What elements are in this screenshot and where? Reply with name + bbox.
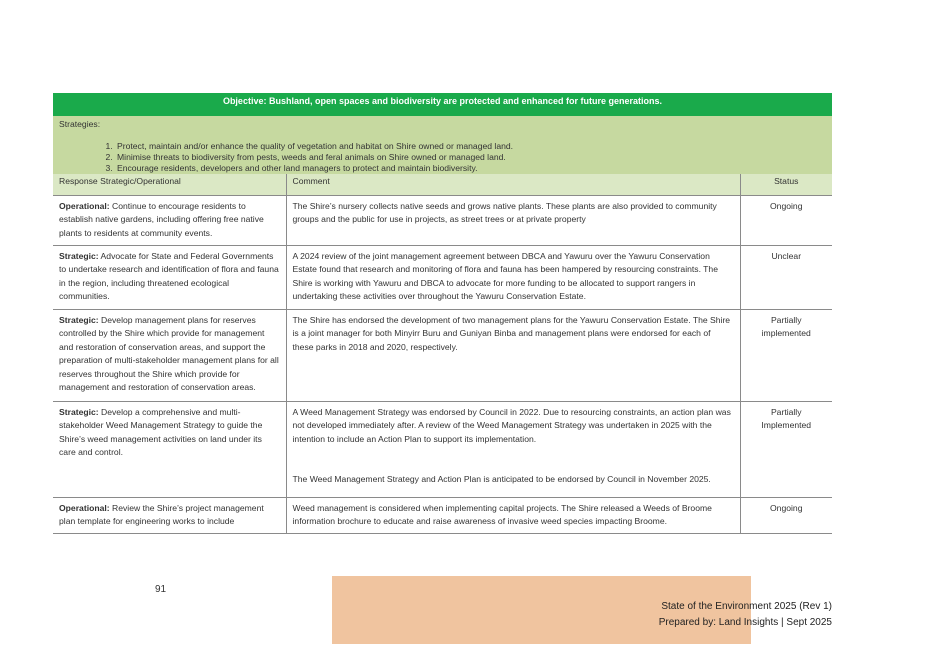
strategies-section xyxy=(53,116,832,174)
strategy-item: 2. Minimise threats to biodiversity from pests, weeds and feral animals on Shire owned or managed land. xyxy=(115,152,826,163)
objective-table xyxy=(53,93,832,534)
response-table xyxy=(53,174,832,534)
response-type: Strategic: xyxy=(59,406,99,417)
comment-text-followup: The Weed Management Strategy and Action Plan is anticipated to be endorsed by Council in November 2025. xyxy=(292,474,711,484)
response-text: Advocate for State and Federal Governments to undertake research and identification of flora and fauna in the region, including threatened ecological communities. xyxy=(59,250,279,301)
comment-text: A Weed Management Strategy was endorsed by Council in 2022. Due to resourcing constraints, an action plan was not developed immediately after. A review of the Weed Management Strategy was undertaken in 2025 with the intention to include an Action Plan to support its implementation. xyxy=(292,406,731,444)
objective-banner: Objective: Bushland, open spaces and biodiversity are protected and enhanced for future generations. xyxy=(53,93,832,116)
strategy-item: 3. Encourage residents, developers and other land managers to protect and maintain biodiversity. xyxy=(115,163,826,174)
response-text: Review the Shire’s project management plan template for engineering works to include xyxy=(59,502,264,526)
comment-text: Weed management is considered when implementing capital projects. The Shire released a Weeds of Broome information brochure to educate and raise awareness of invasive weed species impacting Broome. xyxy=(292,502,712,526)
response-type: Operational: xyxy=(59,502,110,513)
page-number: 91 xyxy=(155,584,167,595)
strategy-item: 1. Protect, maintain and/or enhance the quality of vegetation and habitat on Shire owned or managed land. xyxy=(115,141,826,152)
response-cell xyxy=(53,195,286,245)
header-status: Status xyxy=(740,174,832,195)
footer-report-title: State of the Environment 2025 (Rev 1) xyxy=(661,601,832,612)
table-header-row xyxy=(53,174,832,195)
strategies-heading: Strategies: xyxy=(59,119,101,129)
table-row xyxy=(53,309,832,401)
comment-text: The Shire has endorsed the development of two management plans for the Yawuru Conservation Estate. The Shire is a joint manager for both Minyirr Buru and Guniyan Binba and management plans were endorsed for each of these parks in 2018 and 2020, respectively. xyxy=(292,314,731,352)
comment-text: A 2024 review of the joint management agreement between DBCA and Yawuru over the Yawuru Conservation Estate found that research and monitoring of flora and fauna has been hampered by resourcing constraints. The Shire is working with Yawuru and DBCA to advocate for more funding to be allocated to support rangers in undertaking these activities over throughout the Yawuru Conservation Estate. xyxy=(292,250,718,301)
response-text: Develop management plans for reserves controlled by the Shire which provide for management and restoration of conservation areas, and support the preparation of multi-stakeholder management plans for all reserves throughout the Shire which provide for management and restoration of conservation areas. xyxy=(59,314,279,392)
status-cell: Ongoing xyxy=(740,497,832,533)
strategies-list xyxy=(59,141,826,174)
header-comment: Comment xyxy=(286,174,740,195)
status-cell: Partially implemented xyxy=(740,309,832,401)
response-cell xyxy=(53,497,286,533)
response-type: Operational: xyxy=(59,200,110,211)
comment-cell xyxy=(286,309,740,401)
response-cell xyxy=(53,401,286,497)
comment-cell xyxy=(286,245,740,309)
comment-cell xyxy=(286,401,740,497)
status-cell: Partially Implemented xyxy=(740,401,832,497)
comment-cell xyxy=(286,195,740,245)
header-response: Response Strategic/Operational xyxy=(53,174,286,195)
response-cell xyxy=(53,309,286,401)
table-row xyxy=(53,245,832,309)
table-row xyxy=(53,195,832,245)
table-row xyxy=(53,401,832,497)
footer-credits xyxy=(659,599,832,631)
response-text: Continue to encourage residents to establish native gardens, including offering free native plants to residents at community events. xyxy=(59,200,264,238)
status-cell: Ongoing xyxy=(740,195,832,245)
response-type: Strategic: xyxy=(59,250,99,261)
comment-cell xyxy=(286,497,740,533)
comment-text: The Shire’s nursery collects native seeds and grows native plants. These plants are also provided to community groups and the public for use in projects, as street trees or at private property xyxy=(292,200,717,224)
status-cell: Unclear xyxy=(740,245,832,309)
table-row xyxy=(53,497,832,533)
footer-prepared-by: Prepared by: Land Insights | Sept 2025 xyxy=(658,617,832,628)
response-text: Develop a comprehensive and multi-stakeholder Weed Management Strategy to guide the Shire’s weed management activities on land under its care and control. xyxy=(59,406,263,457)
response-type: Strategic: xyxy=(59,314,99,325)
response-cell xyxy=(53,245,286,309)
